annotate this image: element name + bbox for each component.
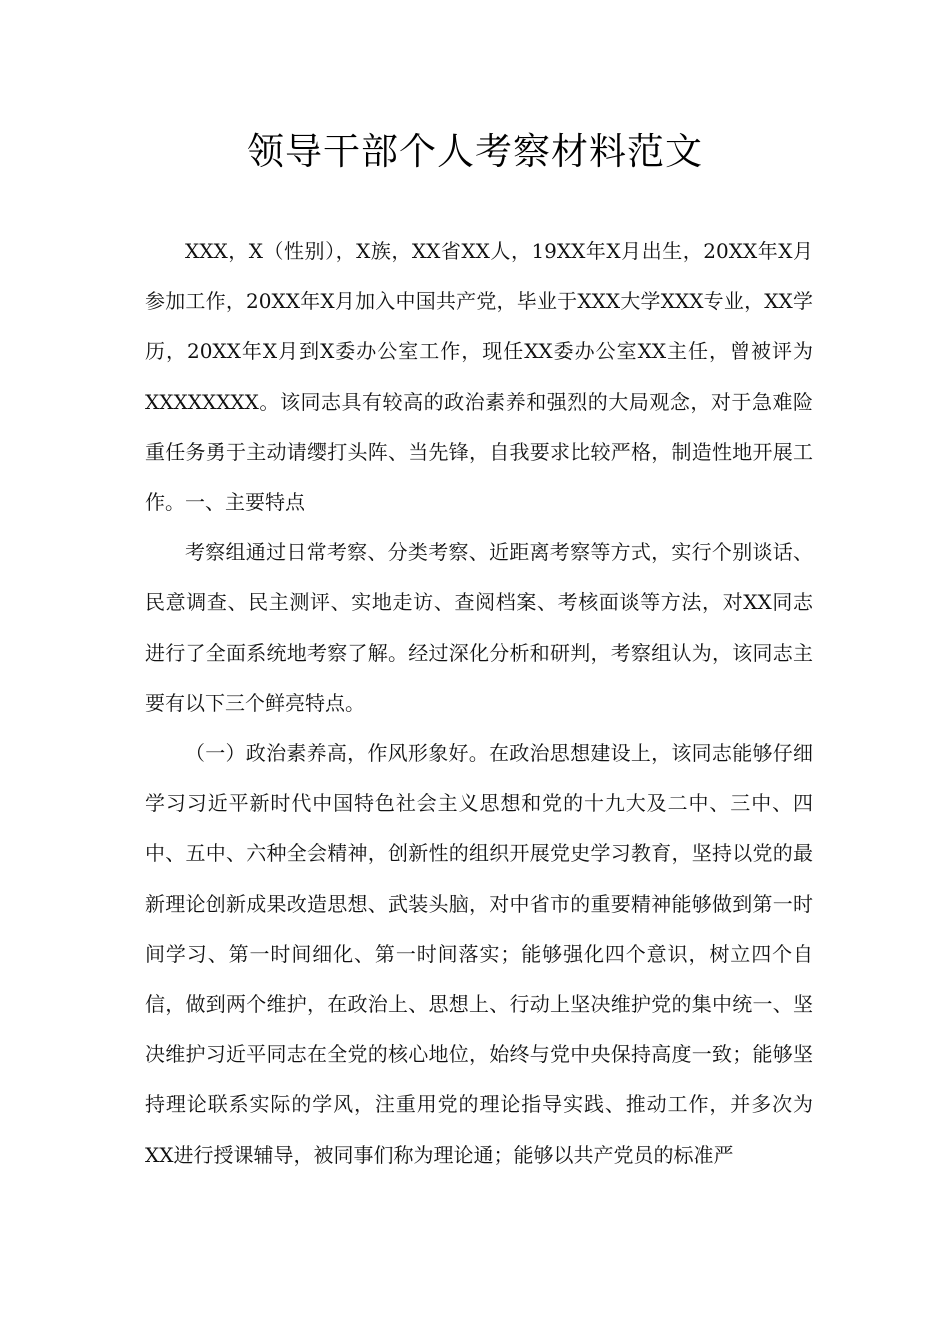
paragraph-inspection-method: 考察组通过日常考察、分类考察、近距离考察等方式，实行个别谈话、民意调查、民主测评、实地走访、查阅档案、考核面谈等方法，对XX同志进行了全面系统地考察了解。经过深化分析和研判，考察组认为，该同志主要有以下三个鲜亮特点。 — [145, 540, 813, 715]
paragraph-basic-info: XXX，X（性别），X族，XX省XX人，19XX年X月出生，20XX年X月参加工作，20XX年X月加入中国共产党，毕业于XXX大学XXX专业，XX学历，20XX年X月到X委办公室工作，现任XX委办公室XX主任，曾被评为XXXXXXXX。该同志具有较高的政治素养和强烈的大局观念，对于急难险重任务勇于主动请缨打头阵、当先锋，自我要求比较严格，制造性地开展工作。一、主要特点 — [145, 239, 813, 515]
paragraph-political-quality: （一）政治素养高，作风形象好。在政治思想建设上，该同志能够仔细学习习近平新时代中国特色社会主义思想和党的十九大及二中、三中、四中、五中、六种全会精神，创新性的组织开展党史学习教育，坚持以党的最新理论创新成果改造思想、武装头脑，对中省市的重要精神能够做到第一时间学习、第一时间细化、第一时间落实；能够强化四个意识，树立四个自信，做到两个维护，在政治上、思想上、行动上坚决维护党的集中统一、坚决维护习近平同志在全党的核心地位，始终与党中央保持高度一致；能够坚持理论联系实际的学风，注重用党的理论指导实践、推动工作，并多次为XX进行授课辅导，被同事们称为理论通；能够以共产党员的标准严 — [145, 741, 813, 1167]
document-body — [145, 226, 813, 1180]
document-title: 领导干部个人考察材料范文 — [247, 130, 703, 173]
